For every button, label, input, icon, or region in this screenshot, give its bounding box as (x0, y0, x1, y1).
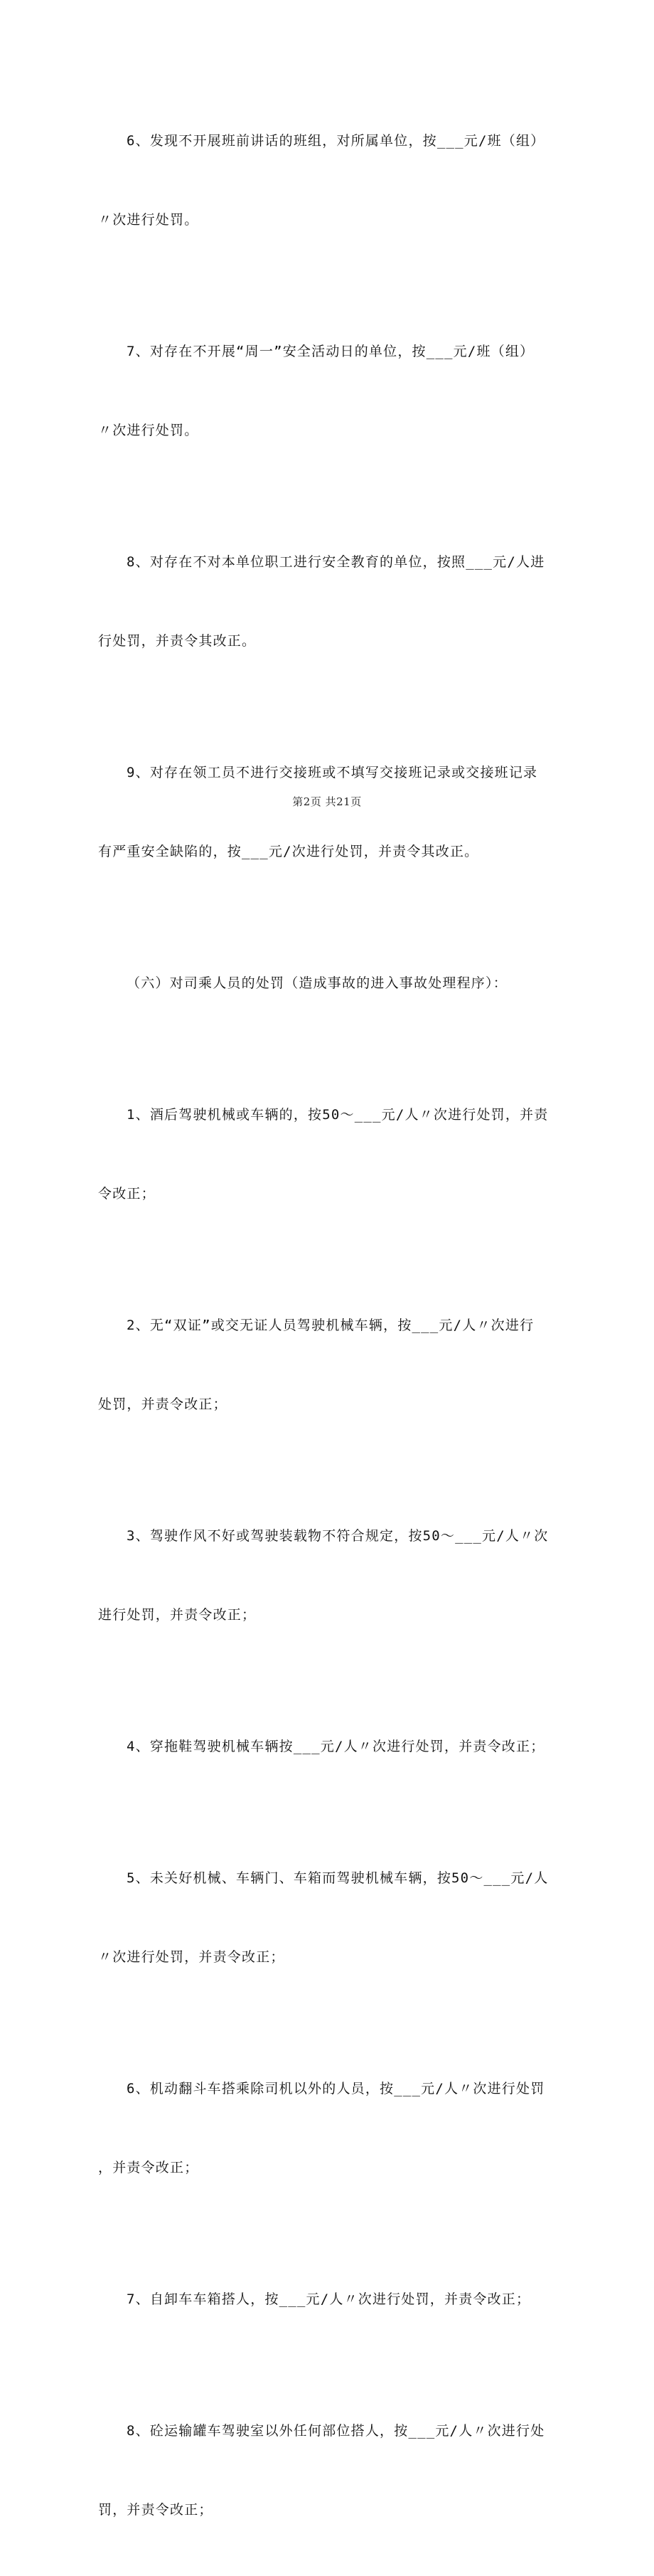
paragraph-driver-item-6 (98, 2023, 557, 2234)
text-line: 9、对存在领工员不进行交接班或不填写交接班记录或交接班记录 (127, 765, 538, 780)
text-line: 进行处罚，并责令改正； (98, 1607, 257, 1623)
text-line: 7、自卸车车箱搭人，按___元/人〃次进行处罚，并责令改正； (127, 2291, 531, 2307)
paragraph-driver-item-5 (98, 1813, 557, 2023)
text-line: 3、驾驶作风不好或驾驶装载物不符合规定，按50～___元/人〃次 (127, 1528, 549, 1544)
text-line: 〃次进行处罚，并责令改正； (98, 1949, 285, 1965)
paragraph-driver-item-4 (98, 1681, 557, 1813)
section-heading-text: （六）对司乘人员的处罚（造成事故的进入事故处理程序）： (127, 975, 508, 991)
paragraph-driver-item-8 (98, 2365, 557, 2576)
text-line: 1、酒后驾驶机械或车辆的，按50～___元/人〃次进行处罚，并责 (127, 1107, 549, 1123)
text-line: ，并责令改正； (98, 2160, 199, 2175)
text-line: 5、未关好机械、车辆门、车箱而驾驶机械车辆，按50～___元/人 (127, 1870, 549, 1886)
paragraph-driver-item-2 (98, 1260, 557, 1470)
paragraph-driver-item-1 (98, 1049, 557, 1260)
paragraph-driver-item-3 (98, 1470, 557, 1681)
page-number-footer: 第2页 共21页 (292, 795, 362, 808)
text-line: 〃次进行处罚。 (98, 423, 199, 438)
text-line: 6、机动翻斗车搭乘除司机以外的人员，按___元/人〃次进行处罚 (127, 2081, 545, 2097)
text-line: 2、无“双证”或交无证人员驾驶机械车辆，按___元/人〃次进行 (127, 1318, 535, 1333)
text-line: 罚，并责令改正； (98, 2502, 213, 2518)
text-line: 7、对存在不开展“周一”安全活动日的单位，按___元/班（组） (127, 344, 535, 359)
text-line: 有严重安全缺陷的，按___元/次进行处罚，并责令其改正。 (98, 844, 479, 859)
paragraph-item-6-unit (98, 75, 557, 286)
paragraph-item-9-unit (98, 707, 557, 918)
section-heading-drivers (98, 918, 557, 1049)
text-line: 6、发现不开展班前讲话的班组，对所属单位，按___元/班（组） (127, 133, 545, 149)
paragraph-item-8-unit (98, 497, 557, 707)
paragraph-item-7-unit (98, 286, 557, 497)
text-line: 8、砼运输罐车驾驶室以外任何部位搭人，按___元/人〃次进行处 (127, 2423, 545, 2439)
paragraph-driver-item-7 (98, 2234, 557, 2365)
text-line: 〃次进行处罚。 (98, 212, 199, 228)
text-line: 行处罚，并责令其改正。 (98, 633, 257, 649)
text-line: 处罚，并责令改正； (98, 1396, 227, 1412)
text-line: 8、对存在不对本单位职工进行安全教育的单位，按照___元/人进 (127, 554, 545, 570)
text-line: 令改正； (98, 1186, 156, 1202)
text-line: 4、穿拖鞋驾驶机械车辆按___元/人〃次进行处罚，并责令改正； (127, 1739, 545, 1754)
document-body (98, 75, 557, 2576)
